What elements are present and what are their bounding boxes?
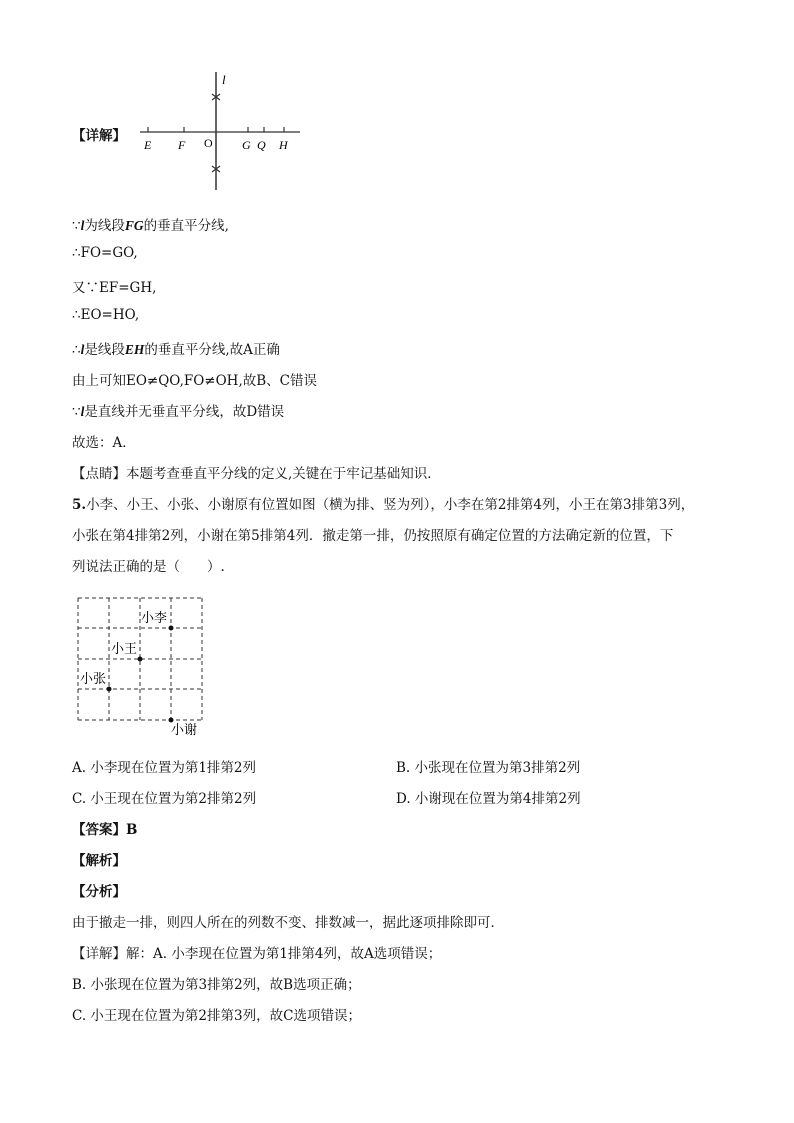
- line-l-label: l: [222, 72, 226, 87]
- origin-label: O: [204, 136, 213, 150]
- point-h-label: H: [279, 138, 288, 152]
- proof-line-5: ∴l是线段EH的垂直平分线,故A正确: [72, 342, 280, 358]
- proof-line-6: 由上可知EO≠QO,FO≠OH,故B、C错误: [72, 373, 317, 389]
- remark-line: 【点睛】本题考查垂直平分线的定义,关键在于牢记基础知识．: [72, 466, 441, 482]
- option-b: B. 小张现在位置为第3排第2列: [396, 760, 581, 776]
- proof-line-3: 又∵EF=GH,: [72, 280, 157, 296]
- xiaoxie-label: 小谢: [171, 722, 198, 737]
- xiaowang-label: 小王: [111, 641, 138, 656]
- question-line-2: 小张在第4排第2列，小谢在第5排第4列．撤走第一排，仍按照原有确定位置的方法确定新的位置，下: [72, 528, 674, 544]
- seating-grid-diagram: [70, 592, 210, 737]
- proof-line-7: ∵l是直线并无垂直平分线，故D错误: [72, 404, 285, 420]
- option-a: A. 小李现在位置为第1排第2列: [72, 760, 257, 776]
- point-f-label: F: [178, 138, 186, 152]
- xiaoli-dot: [169, 626, 174, 631]
- perpendicular-bisector-diagram: [130, 68, 310, 193]
- xiaowang-dot: [138, 657, 143, 662]
- xiaoli-label: 小李: [141, 610, 168, 625]
- proof-line-1: ∵l为线段FG的垂直平分线,: [72, 218, 229, 234]
- point-q-label: Q: [257, 138, 266, 152]
- answer-line: 【答案】B: [72, 822, 138, 838]
- analysis-text: 由于撤走一排，则四人所在的列数不变、排数减一，据此逐项排除即可．: [72, 915, 504, 931]
- analysis-heading: 【解析】: [72, 853, 126, 869]
- point-g-label: G: [242, 138, 251, 152]
- question-line-3: 列说法正确的是（ ）.: [72, 559, 225, 575]
- detail-heading: 【详解】: [72, 128, 126, 144]
- proof-line-8: 故选：A．: [72, 435, 136, 451]
- point-e-label: E: [144, 138, 152, 152]
- option-d: D. 小谢现在位置为第4排第2列: [396, 791, 581, 807]
- proof-line-2: ∴FO=GO,: [72, 245, 138, 261]
- xiaozhang-label: 小张: [80, 671, 107, 686]
- xiaozhang-dot: [107, 687, 112, 692]
- question-line-1: 5.小李、小王、小张、小谢原有位置如图（横为排、竖为列），小李在第2排第4列，小王在第3排第3列，: [72, 497, 695, 513]
- proof-line-4: ∴EO=HO,: [72, 307, 140, 323]
- fenxi-heading: 【分析】: [72, 884, 126, 900]
- detail-c: C. 小王现在位置为第2排第3列，故C选项错误；: [72, 1008, 361, 1024]
- option-c: C. 小王现在位置为第2排第2列: [72, 791, 257, 807]
- detail-a: 【详解】解：A. 小李现在位置为第1排第4列，故A选项错误；: [72, 946, 442, 962]
- detail-b: B. 小张现在位置为第3排第2列，故B选项正确；: [72, 977, 361, 993]
